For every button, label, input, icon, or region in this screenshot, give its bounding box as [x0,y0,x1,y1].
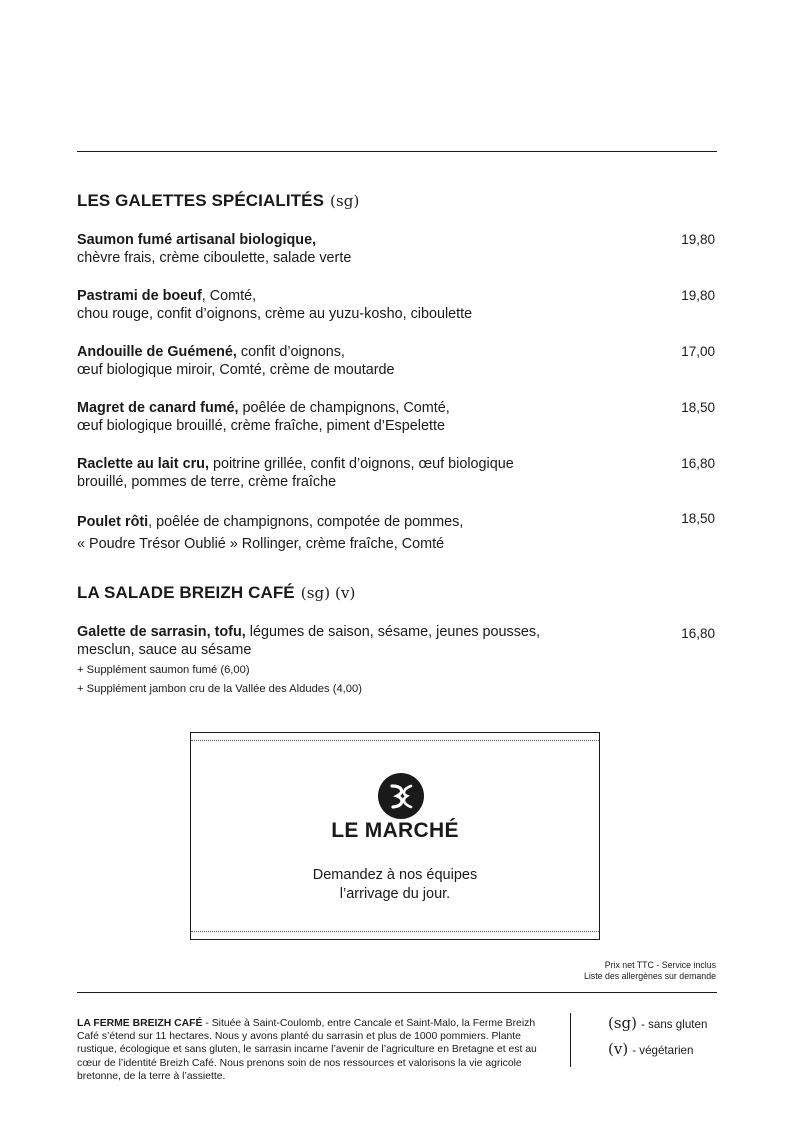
vertical-separator [570,1013,571,1067]
menu-item [77,455,717,491]
section-title-text: LES GALETTES SPÉCIALITÉS [77,191,325,210]
menu-item-price: 18,50 [681,511,715,526]
menu-item-line2: chèvre frais, crème ciboulette, salade verte [77,250,352,266]
le-marche-line2: l’arrivage du jour. [339,886,451,902]
menu-item-rest: , Comté, [201,288,257,304]
section-title-galettes [77,191,359,211]
menu-item-line2: œuf biologique miroir, Comté, crème de moutarde [77,362,395,378]
menu-item-rest: légumes de saison, sésame, jeunes pousses, [245,624,541,640]
le-marche-box [190,732,600,940]
about-title: LA FERME BREIZH CAFÉ [77,1018,203,1029]
bottom-rule [77,992,717,993]
menu-item-price: 19,80 [681,232,715,247]
menu-item-description [77,231,637,267]
menu-item-line2: mesclun, sauce au sésame [77,642,252,658]
menu-item-name: Raclette au lait cru, [77,456,209,472]
menu-item-description [77,399,637,435]
menu-item-description [77,455,637,491]
menu-item-line2: « Poudre Trésor Oublié » Rollinger, crème fraîche, Comté [77,536,445,552]
menu-item-price: 19,80 [681,288,715,303]
menu-item-price: 17,00 [681,344,715,359]
menu-item-name: Poulet rôti [77,514,149,530]
legend-label: - sans gluten [641,1018,708,1031]
legend-vegetarian [608,1040,693,1058]
menu-item-line2: brouillé, pommes de terre, crème fraîche [77,474,337,490]
menu-item-rest: confit d’oignons, [236,344,345,360]
legend-symbol: (v) [608,1040,629,1058]
about-text: - Située à Saint-Coulomb, entre Cancale et Saint-Malo, la Ferme Breizh Café s’étend sur 11 hectares. Nous y avons planté du sarrasin et plus de 1000 pommiers. Plante rustique, écologique et sans gluten, le sarrasin incarne l’avenir de l’agriculture en Bretagne et est au cœur de l’identité Breizh Café. Nous prenons soin de nos ressources et valorisons la vie agricole bretonne, de la terre à l’assiette. [77,1018,537,1082]
menu-item-rest: , poêlée de champignons, compotée de pommes, [148,514,464,530]
menu-item-line2: œuf biologique brouillé, crème fraîche, piment d’Espelette [77,418,445,434]
fine-print [584,960,716,982]
menu-item-description [77,623,677,699]
menu-item-name: Andouille de Guémené, [77,344,237,360]
section-tags: (sg) [330,192,360,210]
menu-item-name: Galette de sarrasin, tofu, [77,624,246,640]
menu-item-description [77,343,637,379]
menu-item-price: 18,50 [681,400,715,415]
section-tags: (sg) (v) [300,584,356,602]
menu-item [77,623,717,699]
legend-symbol: (sg) [608,1014,638,1032]
supplement-list [77,661,677,699]
le-marche-line1: Demandez à nos équipes [312,867,478,883]
menu-item-rest: poitrine grillée, confit d’oignons, œuf biologique [208,456,514,472]
le-marche-text [191,866,599,904]
menu-item [77,511,717,555]
legend-label: - végétarien [632,1044,694,1057]
menu-item-name: Magret de canard fumé, [77,400,239,416]
supplement-item: + Supplément jambon cru de la Vallée des Aldudes (4,00) [77,683,362,695]
section-title-salade [77,583,356,603]
le-marche-title: LE MARCHÉ [331,819,459,842]
top-rule [77,151,717,152]
menu-item [77,287,717,323]
menu-item [77,399,717,435]
menu-item-name: Saumon fumé artisanal biologique, [77,232,317,248]
supplement-item: + Supplément saumon fumé (6,00) [77,664,250,676]
menu-item-rest: poêlée de champignons, Comté, [238,400,450,416]
menu-item-line2: chou rouge, confit d’oignons, crème au yuzu-kosho, ciboulette [77,306,473,322]
menu-item-name: Pastrami de boeuf [77,288,202,304]
menu-item [77,231,717,267]
menu-item [77,343,717,379]
about-farm [77,1017,555,1083]
section-title-text: LA SALADE BREIZH CAFÉ [77,583,295,602]
dotted-line-bottom [191,931,599,932]
menu-item-price: 16,80 [681,456,715,471]
menu-item-description [77,511,637,555]
menu-item-price: 16,80 [681,626,715,641]
breizh-cafe-logo-icon [378,773,424,819]
legend-gluten-free [608,1014,707,1032]
fine-print-line2: Liste des allergènes sur demande [583,971,716,981]
dotted-line-top [191,740,599,741]
menu-item-description [77,287,637,323]
fine-print-line1: Prix net TTC - Service inclus [604,960,716,970]
